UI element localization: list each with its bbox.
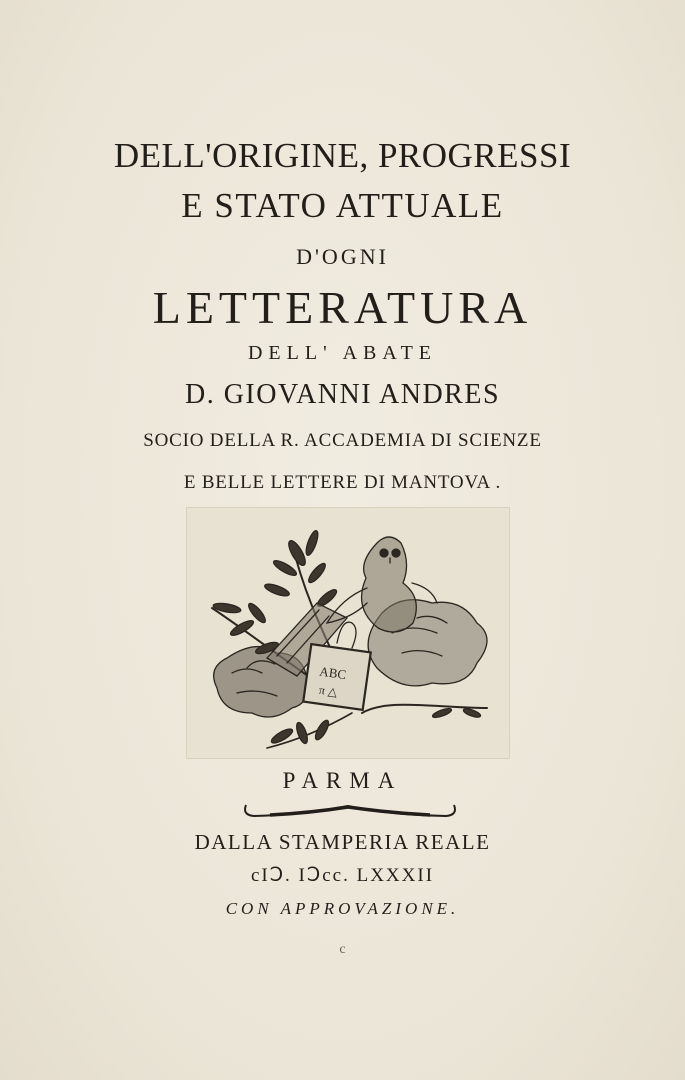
ornamental-rule	[240, 801, 460, 823]
title-main-word: LETTERATURA	[152, 282, 533, 333]
imprint-year: cIↃ. IↃcc. LXXXII	[250, 865, 435, 886]
author-affiliation-2: E BELLE LETTERE DI MANTOVA .	[183, 472, 502, 493]
title-line-1: DELL'ORIGINE, PROGRESSI	[113, 136, 572, 175]
author-name: D. GIOVANNI ANDRES	[184, 379, 501, 410]
tablet-text-2: π △	[318, 682, 339, 700]
title-line-3: D'OGNI	[296, 244, 389, 269]
title-line-2: E STATO ATTUALE	[181, 186, 504, 225]
author-affiliation-1: SOCIO DELLA R. ACCADEMIA DI SCIENZE	[143, 430, 542, 451]
engraved-vignette	[186, 507, 510, 759]
tablet-text-1: ABC	[318, 663, 348, 683]
imprint-publisher: DALLA STAMPERIA REALE	[194, 830, 491, 854]
imprint-approval: CON APPROVAZIONE.	[225, 899, 460, 918]
author-prefix: DELL' ABATE	[247, 342, 438, 364]
imprint-city: PARMA	[282, 768, 403, 793]
signature-mark: c	[339, 942, 346, 957]
vignette-illustration	[187, 508, 509, 758]
